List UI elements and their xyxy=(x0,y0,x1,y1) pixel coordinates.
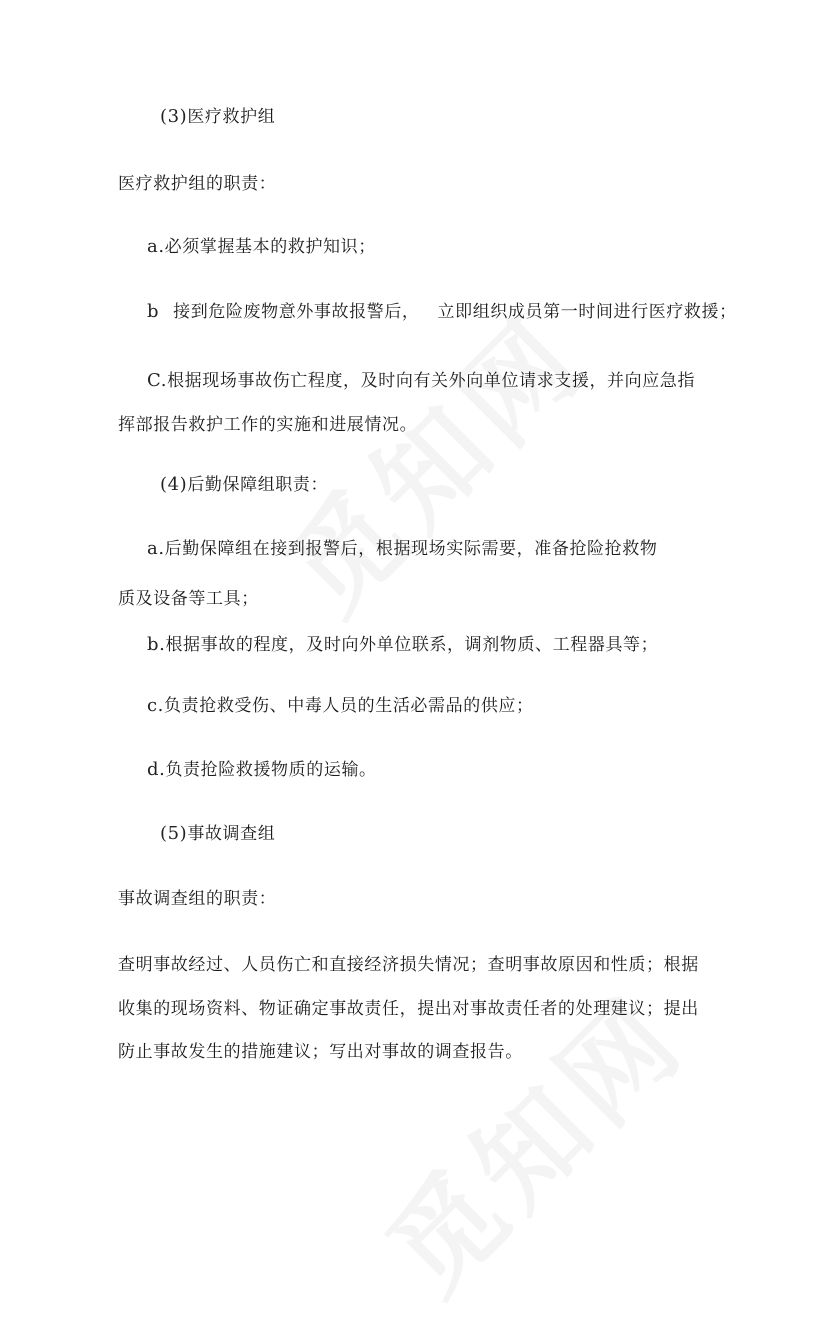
line-text: 医疗救护组 xyxy=(187,107,276,127)
list-marker: c. xyxy=(147,695,165,716)
paragraph-line xyxy=(118,413,417,437)
line-text: 事故调查组 xyxy=(187,824,276,844)
line-text: 医疗救护组的职责： xyxy=(118,174,277,194)
line-text: 后勤保障组在接到报警后，根据现场实际需要，准备抢险抢救物 xyxy=(164,539,658,559)
paragraph-line xyxy=(118,953,699,977)
list-item xyxy=(147,633,658,657)
list-item xyxy=(147,235,376,259)
list-item xyxy=(147,694,534,718)
paragraph-line xyxy=(118,1040,523,1064)
paragraph-line xyxy=(118,587,259,611)
line-text: 负责抢救受伤、中毒人员的生活必需品的供应； xyxy=(164,696,534,716)
list-item xyxy=(147,537,657,561)
list-marker: a. xyxy=(147,538,165,559)
watermark xyxy=(247,276,613,642)
line-text: 质及设备等工具； xyxy=(118,589,259,609)
list-marker: b xyxy=(147,301,160,322)
paragraph-line xyxy=(118,997,699,1021)
line-text: 防止事故发生的措施建议；写出对事故的调查报告。 xyxy=(118,1042,523,1062)
list-item xyxy=(147,758,377,782)
line-text: 必须掌握基本的救护知识； xyxy=(164,237,376,257)
line-text: 接到危险废物意外事故报警后， 立即组织成员第一时间进行医疗救援； xyxy=(173,302,737,322)
list-marker: (3) xyxy=(160,106,188,127)
list-item xyxy=(147,300,737,324)
paragraph-line xyxy=(118,887,276,911)
list-marker: a. xyxy=(147,236,165,257)
section-heading xyxy=(160,822,275,846)
section-heading xyxy=(160,105,275,129)
line-text: 根据现场事故伤亡程度，及时向有关外向单位请求支援，并向应急指 xyxy=(167,371,696,391)
list-marker: b. xyxy=(147,634,166,655)
list-marker: d. xyxy=(147,759,166,780)
section-heading xyxy=(160,473,328,497)
line-text: 事故调查组的职责： xyxy=(118,889,277,909)
paragraph-line xyxy=(118,172,276,196)
line-text: 后勤保障组职责： xyxy=(187,475,329,495)
line-text: 根据事故的程度，及时向外单位联系，调剂物质、工程器具等； xyxy=(165,635,659,655)
list-marker: C. xyxy=(147,370,168,391)
line-text: 收集的现场资料、物证确定事故责任，提出对事故责任者的处理建议；提出 xyxy=(118,999,699,1019)
line-text: 负责抢险救援物质的运输。 xyxy=(165,760,377,780)
list-item xyxy=(147,369,695,393)
line-text: 挥部报告救护工作的实施和进展情况。 xyxy=(118,415,418,435)
list-marker: (4) xyxy=(160,474,188,495)
line-text: 查明事故经过、人员伤亡和直接经济损失情况；查明事故原因和性质；根据 xyxy=(118,955,699,975)
list-marker: (5) xyxy=(160,823,188,844)
